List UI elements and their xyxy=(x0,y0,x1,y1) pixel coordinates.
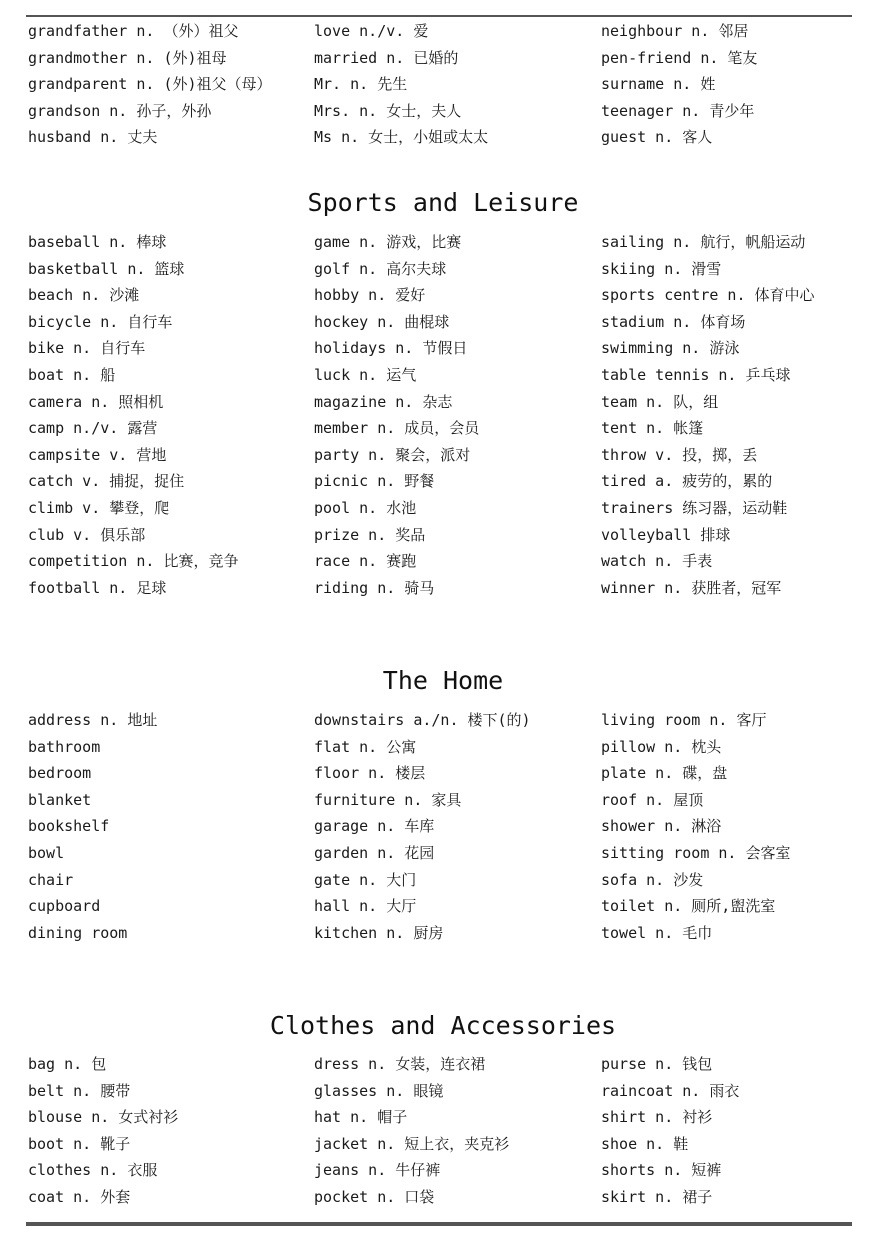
vocab-entry: catch v. 捕捉，捉住 xyxy=(28,472,185,491)
vocab-entry: jacket n. 短上衣，夹克衫 xyxy=(314,1134,510,1153)
vocab-entry: toilet n. 厕所,盥洗室 xyxy=(601,897,776,916)
vocab-entry: table tennis n. 乒乓球 xyxy=(601,365,791,384)
vocab-entry: baseball n. 棒球 xyxy=(28,233,167,251)
vocab-entry: throw v. 投，掷，丢 xyxy=(601,445,758,464)
section-family xyxy=(0,18,886,153)
vocab-entry: clothes n. 衣服 xyxy=(28,1161,158,1180)
vocab-entry: coat n. 外套 xyxy=(28,1187,131,1206)
column-2 xyxy=(314,18,488,151)
column-1 xyxy=(28,707,157,946)
vocab-entry: grandfather n. （外）祖父 xyxy=(28,22,239,40)
vocab-entry: neighbour n. 邻居 xyxy=(601,22,749,40)
vocab-entry: stadium n. 体育场 xyxy=(601,312,746,331)
vocab-entry: pocket n. 口袋 xyxy=(314,1187,435,1206)
section-columns xyxy=(0,707,886,952)
section-columns xyxy=(0,1051,886,1216)
vocab-entry: glasses n. 眼镜 xyxy=(314,1081,444,1100)
vocab-entry: camera n. 照相机 xyxy=(28,392,164,411)
column-1 xyxy=(28,1051,178,1211)
vocab-entry: boot n. 靴子 xyxy=(28,1134,131,1153)
section-heading-home: The Home xyxy=(382,666,504,695)
section-columns xyxy=(0,18,886,153)
vocab-entry: bike n. 自行车 xyxy=(28,339,146,358)
vocab-entry: towel n. 毛巾 xyxy=(601,923,713,942)
section-home xyxy=(0,707,886,952)
vocab-entry: flat n. 公寓 xyxy=(314,737,417,756)
vocab-entry: furniture n. 家具 xyxy=(314,790,462,809)
vocab-entry: sofa n. 沙发 xyxy=(601,870,704,889)
section-heading-clothes: Clothes and Accessories xyxy=(269,1011,617,1040)
vocab-entry: bag n. 包 xyxy=(28,1055,107,1073)
vocab-entry: bedroom xyxy=(28,764,92,783)
top-rule xyxy=(26,15,852,17)
vocab-entry: party n. 聚会，派对 xyxy=(314,445,471,464)
column-3 xyxy=(601,229,815,601)
vocab-entry: living room n. 客厅 xyxy=(601,711,767,729)
vocab-entry: campsite v. 营地 xyxy=(28,445,167,464)
vocab-entry: holidays n. 节假日 xyxy=(314,339,468,358)
vocab-entry: shoe n. 鞋 xyxy=(601,1134,689,1153)
vocab-entry: shirt n. 衬衫 xyxy=(601,1108,713,1127)
vocab-entry: club v. 俱乐部 xyxy=(28,525,146,544)
vocab-entry: love n./v. 爱 xyxy=(314,22,429,40)
vocab-entry: prize n. 奖品 xyxy=(314,525,426,544)
vocab-entry: competition n. 比赛，竞争 xyxy=(28,552,239,571)
vocab-entry: winner n. 获胜者，冠军 xyxy=(601,578,782,597)
vocab-entry: floor n. 楼层 xyxy=(314,764,426,783)
vocab-entry: magazine n. 杂志 xyxy=(314,392,453,411)
vocab-entry: race n. 赛跑 xyxy=(314,552,417,571)
vocab-entry: watch n. 手表 xyxy=(601,552,713,571)
vocab-entry: address n. 地址 xyxy=(28,711,158,729)
vocab-entry: member n. 成员，会员 xyxy=(314,419,480,438)
vocab-entry: blanket xyxy=(28,790,92,809)
vocab-entry: downstairs a./n. 楼下(的) xyxy=(314,711,531,729)
vocab-entry: boat n. 船 xyxy=(28,365,116,384)
section-heading-sports: Sports and Leisure xyxy=(307,188,579,217)
section-columns xyxy=(0,229,886,609)
vocab-entry: roof n. 屋顶 xyxy=(601,790,704,809)
vocab-entry: pool n. 水池 xyxy=(314,498,417,517)
vocab-entry: pillow n. 枕头 xyxy=(601,737,722,756)
vocab-entry: team n. 队，组 xyxy=(601,392,719,411)
column-3 xyxy=(601,1051,739,1211)
vocab-entry: riding n. 骑马 xyxy=(314,578,435,597)
vocab-entry: dress n. 女装，连衣裙 xyxy=(314,1055,486,1073)
vocab-entry: skiing n. 滑雪 xyxy=(601,259,722,278)
vocab-entry: plate n. 碟，盘 xyxy=(601,764,728,783)
vocab-entry: teenager n. 青少年 xyxy=(601,101,755,120)
vocab-entry: Ms n. 女士，小姐或太太 xyxy=(314,128,489,147)
vocab-entry: purse n. 钱包 xyxy=(601,1055,713,1073)
vocab-entry: tent n. 帐篷 xyxy=(601,419,704,438)
section-sports xyxy=(0,229,886,609)
vocab-entry: volleyball 排球 xyxy=(601,525,731,544)
vocab-entry: garage n. 车库 xyxy=(314,817,435,836)
vocab-entry: sitting room n. 会客室 xyxy=(601,843,791,862)
vocab-entry: skirt n. 裙子 xyxy=(601,1187,713,1206)
vocab-entry: swimming n. 游泳 xyxy=(601,339,740,358)
vocab-entry: grandmother n. (外)祖母 xyxy=(28,48,227,67)
vocab-entry: surname n. 姓 xyxy=(601,75,716,94)
vocab-entry: beach n. 沙滩 xyxy=(28,286,140,305)
vocab-entry: raincoat n. 雨衣 xyxy=(601,1081,740,1100)
vocab-entry: football n. 足球 xyxy=(28,578,167,597)
vocab-entry: husband n. 丈夫 xyxy=(28,128,158,147)
bottom-rule xyxy=(26,1222,852,1226)
vocab-entry: shower n. 淋浴 xyxy=(601,817,722,836)
column-1 xyxy=(28,229,238,601)
vocab-entry: trainers 练习器，运动鞋 xyxy=(601,498,788,517)
vocab-entry: climb v. 攀登，爬 xyxy=(28,498,170,517)
column-1 xyxy=(28,18,272,151)
column-3 xyxy=(601,707,791,946)
vocab-entry: bookshelf xyxy=(28,817,110,836)
vocab-entry: basketball n. 篮球 xyxy=(28,259,185,278)
vocab-entry: game n. 游戏，比赛 xyxy=(314,233,462,251)
vocab-entry: sailing n. 航行，帆船运动 xyxy=(601,233,806,251)
vocab-entry: camp n./v. 露营 xyxy=(28,419,158,438)
vocab-entry: bowl xyxy=(28,843,65,862)
vocab-entry: picnic n. 野餐 xyxy=(314,472,435,491)
vocab-entry: hockey n. 曲棍球 xyxy=(314,312,450,331)
vocab-entry: hobby n. 爱好 xyxy=(314,286,426,305)
column-2 xyxy=(314,1051,509,1211)
vocab-entry: bathroom xyxy=(28,737,101,756)
vocab-entry: Mrs. n. 女士，夫人 xyxy=(314,101,462,120)
vocab-entry: cupboard xyxy=(28,897,101,916)
vocab-entry: hat n. 帽子 xyxy=(314,1108,408,1127)
vocab-entry: pen-friend n. 笔友 xyxy=(601,48,758,67)
vocab-entry: dining room xyxy=(28,923,128,942)
vocab-entry: tired a. 疲劳的，累的 xyxy=(601,472,773,491)
vocab-entry: jeans n. 牛仔裤 xyxy=(314,1161,441,1180)
vocab-entry: hall n. 大厅 xyxy=(314,897,417,916)
vocab-entry: sports centre n. 体育中心 xyxy=(601,286,815,305)
column-3 xyxy=(601,18,757,151)
vocab-entry: garden n. 花园 xyxy=(314,843,435,862)
column-2 xyxy=(314,229,479,601)
vocab-entry: chair xyxy=(28,870,74,889)
vocab-entry: kitchen n. 厨房 xyxy=(314,923,444,942)
vocab-entry: gate n. 大门 xyxy=(314,870,417,889)
vocab-entry: bicycle n. 自行车 xyxy=(28,312,173,331)
vocab-entry: golf n. 高尔夫球 xyxy=(314,259,447,278)
vocab-entry: guest n. 客人 xyxy=(601,128,713,147)
section-clothes xyxy=(0,1051,886,1216)
vocab-entry: grandson n. 孙子，外孙 xyxy=(28,101,212,120)
vocab-entry: grandparent n. (外)祖父（母） xyxy=(28,75,272,94)
vocab-entry: shorts n. 短裤 xyxy=(601,1161,722,1180)
vocab-entry: married n. 已婚的 xyxy=(314,48,459,67)
vocab-entry: blouse n. 女式衬衫 xyxy=(28,1108,179,1127)
column-2 xyxy=(314,707,531,946)
vocab-entry: belt n. 腰带 xyxy=(28,1081,131,1100)
vocab-entry: Mr. n. 先生 xyxy=(314,75,408,94)
vocab-entry: luck n. 运气 xyxy=(314,365,417,384)
